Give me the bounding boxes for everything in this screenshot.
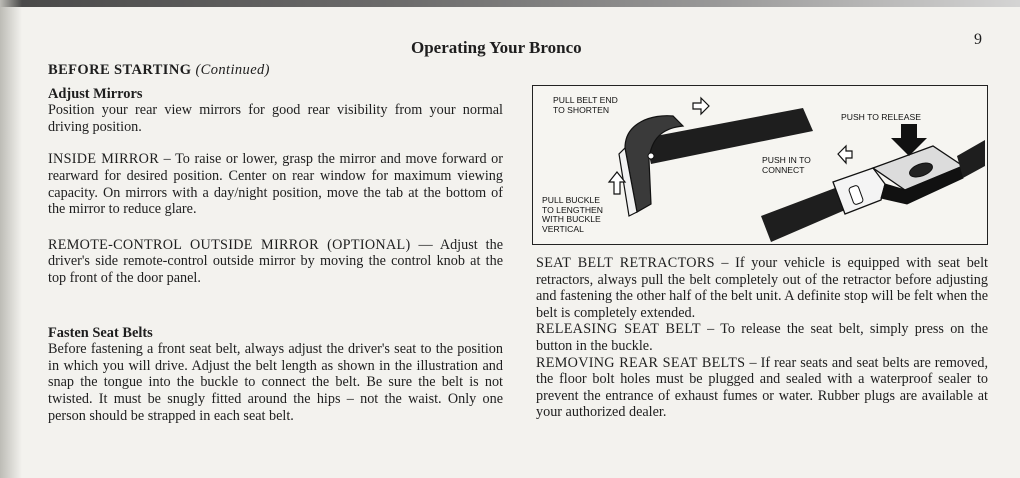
connect-arrow-icon	[838, 146, 852, 163]
remote-mirror-lead: REMOTE-CONTROL OUTSIDE MIRROR (OPTIONAL)	[48, 236, 411, 253]
shorten-arrow-icon	[693, 98, 709, 114]
releasing-paragraph	[536, 321, 988, 354]
removing-lead: REMOVING REAR SEAT BELTS	[536, 354, 746, 371]
inside-mirror-text: – To raise or lower, grasp the mirror and move forward or rearward for desired position. Center on rear window for maximum viewing capacity. On mirrors with a day/night position, move the tab at the bottom of the mirror to reduce glare.	[48, 151, 503, 218]
fasten-seat-belts-text: Before fastening a front seat belt, always adjust the driver's seat to the position in which you will drive. Adjust the belt length as shown in the illustration and snap the tongue into the buckle to connect the belt. Be sure the belt is not twisted. It must be snugly fitted around the hips – not the waist. Only one person should be strapped in each seat belt.	[48, 341, 503, 424]
removing-text: – If rear seats and seat belts are removed, the floor bolt holes must be plugged and sealed with a waterproof sealer to prevent the entrance of exhaust fumes or water. Rubber plugs are available at your authorized dealer.	[536, 354, 988, 421]
remote-mirror-paragraph	[48, 237, 503, 287]
section-title	[48, 62, 503, 79]
callout-connect: PUSH IN TO CONNECT	[762, 155, 811, 175]
callout-shorten: PULL BELT END TO SHORTEN	[553, 95, 618, 115]
page-header: Operating Your Bronco	[411, 38, 582, 57]
section-continued: (Continued)	[195, 62, 270, 78]
left-column	[48, 62, 503, 424]
releasing-lead: RELEASING SEAT BELT	[536, 321, 701, 338]
adjuster-rivet	[648, 153, 654, 159]
page-top-edge	[0, 0, 1020, 7]
page-number: 9	[974, 31, 982, 48]
book-spine-shadow	[0, 0, 22, 478]
remote-mirror-text: — Adjust the driver's side remote-control outside mirror by moving the control knob at the top front of the door panel.	[48, 236, 503, 286]
retractors-lead: SEAT BELT RETRACTORS	[536, 255, 715, 271]
seat-belt-illustration	[532, 85, 988, 245]
removing-paragraph	[536, 355, 988, 421]
inside-mirror-lead: INSIDE MIRROR	[48, 151, 159, 168]
right-column	[536, 255, 988, 421]
retractors-paragraph	[536, 255, 988, 321]
retractors-text: – If your vehicle is equipped with seat belt retractors, always pull the belt completely out of the retractor before adjusting and fastening the other half of the belt unit. A definite stop will be felt when the belt is completely extended.	[536, 255, 988, 321]
callout-lengthen: PULL BUCKLE TO LENGTHEN WITH BUCKLE VERTICAL	[542, 195, 603, 234]
fasten-seat-belts-heading: Fasten Seat Belts	[48, 324, 153, 341]
inside-mirror-paragraph	[48, 151, 503, 217]
adjust-mirrors-heading: Adjust Mirrors	[48, 85, 143, 102]
callout-release: PUSH TO RELEASE	[841, 112, 921, 122]
section-title-text: BEFORE STARTING	[48, 62, 192, 78]
releasing-text: – To release the seat belt, simply press on the button in the buckle.	[536, 321, 988, 354]
adjust-mirrors-intro: Position your rear view mirrors for good rear visibility from your normal driving position.	[48, 102, 503, 135]
